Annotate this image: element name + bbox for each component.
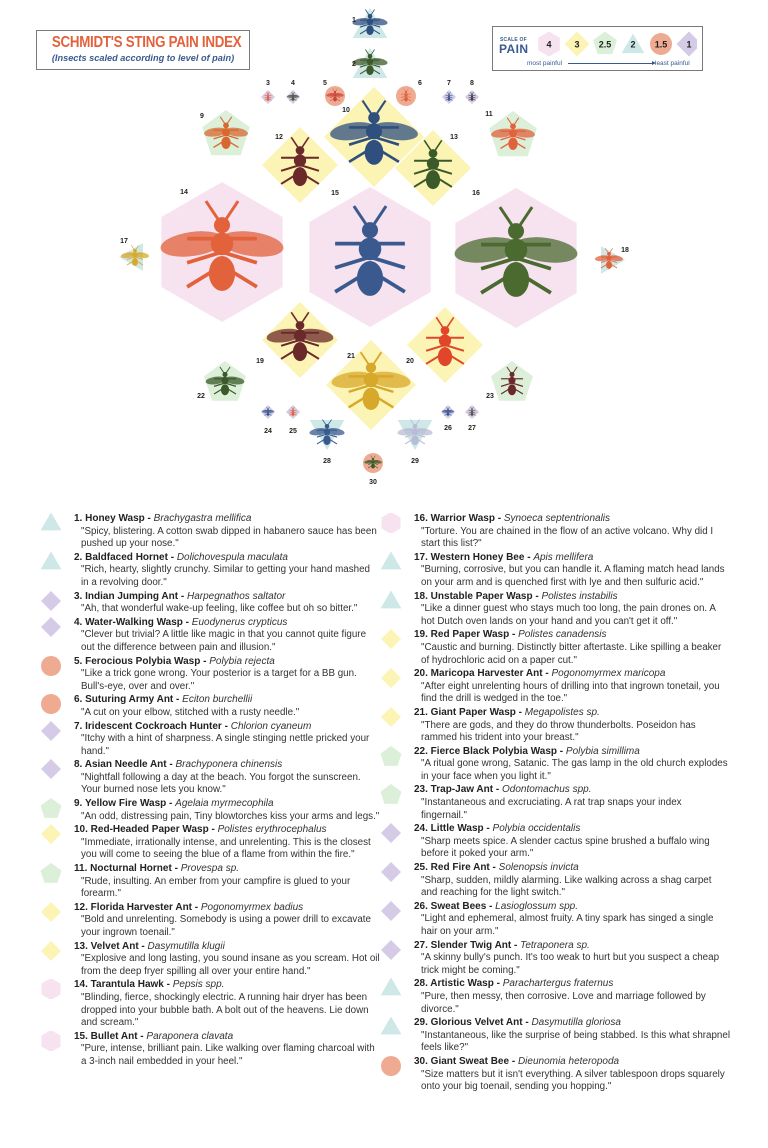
common-name: 6. Suturing Army Ant - [74, 694, 183, 706]
scientific-name: Dasymutilla gloriosa [531, 1017, 621, 1029]
insect-name [414, 707, 730, 720]
insect-number-label: 13 [450, 134, 458, 141]
insect-node-15 [309, 187, 430, 327]
insect-number-label: 16 [472, 190, 480, 197]
legend-item [40, 979, 380, 1029]
scientific-name: Dieunomia heteropoda [517, 1055, 620, 1067]
pain-level-diamond-icon [40, 941, 62, 961]
insect-number-label: 20 [406, 358, 414, 365]
insect-number-label: 19 [256, 358, 264, 365]
pain-description: "A cut on your elbow, stitched with a rusty needle." [81, 706, 300, 718]
insect-name [414, 629, 730, 642]
legend-right-column [380, 513, 730, 1095]
insect-number-label: 15 [331, 190, 339, 197]
legend-item [380, 823, 730, 861]
common-name: 26. Sweat Bees - [414, 900, 496, 912]
scientific-name: Brachyponera chinensis [175, 759, 283, 771]
insect-number-label: 28 [323, 458, 331, 465]
pain-description: "Burning, corrosive, but you can handle it. A flaming match head lands on your arm and is quenched first with lye and then sulfuric acid." [421, 564, 725, 588]
pain-level-diamond-icon [380, 629, 402, 649]
pain-level-diamond-small-icon [380, 901, 402, 921]
pain-description: "Torture. You are chained in the flow of an active volcano. Why did I start this list?" [421, 525, 714, 550]
insect-number-label: 4 [291, 80, 295, 87]
svg-text:1: 1 [686, 39, 692, 50]
pain-description: "Blinding, fierce, shockingly electric. A running hair dryer has been dropped into your bubble bath. A bolt out of the heavens. Lie down and scream." [81, 991, 369, 1029]
pain-description: "Explosive and long lasting, you sound insane as you scream. Hot oil from the deep fryer spilling all over your entire hand." [81, 953, 380, 977]
pain-level-diamond-icon [40, 824, 62, 844]
pain-description: "Bold and unrelenting. Somebody is using a power drill to excavate your ingrown toenail." [81, 914, 371, 938]
insect-name [74, 1031, 380, 1044]
insect-number-label: 12 [275, 134, 283, 141]
insect-node-6 [396, 80, 422, 106]
legend-item [40, 759, 380, 797]
legend-item [380, 629, 730, 667]
svg-text:2: 2 [630, 39, 636, 50]
common-name: 28. Artistic Wasp - [414, 978, 503, 990]
pain-level-diamond-icon [40, 902, 62, 922]
scientific-name: Apis mellifera [533, 551, 594, 563]
insect-number-label: 14 [180, 189, 188, 196]
insect-name [74, 759, 380, 772]
insect-name [74, 941, 380, 954]
insect-number-label: 11 [485, 111, 493, 118]
insect-name [74, 591, 380, 604]
pain-description: "Caustic and burning. Distinctly bitter aftertaste. Like spilling a beaker of hydrochloric acid on a paper cut." [421, 641, 722, 666]
insect-node-17 [119, 238, 149, 271]
insect-name [414, 940, 730, 953]
common-name: 9. Yellow Fire Wasp - [74, 798, 176, 810]
legend-item [380, 668, 730, 706]
insect-node-24 [261, 405, 275, 435]
scientific-name: Pogonomyrmex maricopa [551, 668, 666, 680]
insect-node-30 [363, 453, 383, 486]
insect-number-label: 1 [352, 17, 356, 24]
scientific-name: Tetraponera sp. [520, 939, 590, 951]
scientific-name: Paraponera clavata [146, 1030, 234, 1042]
insect-node-8 [465, 80, 479, 104]
common-name: 5. Ferocious Polybia Wasp - [74, 655, 210, 667]
insect-node-27 [465, 405, 479, 432]
pain-description: "Instantaneous and excruciating. A rat trap snaps your index fingernail." [421, 797, 682, 821]
common-name: 27. Slender Twig Ant - [414, 939, 521, 951]
legend-item [40, 656, 380, 694]
insect-number-label: 5 [323, 80, 327, 87]
pain-level-triangle-icon [380, 591, 402, 611]
pain-description: "Nightfall following a day at the beach. You forgot the sunscreen. Your burned nose lets you know." [81, 771, 361, 796]
insect-node-3 [261, 80, 275, 104]
pain-description: "Ah, that wonderful wake-up feeling, like coffee but oh so bitter." [81, 603, 358, 615]
pain-level-diamond-small-icon [380, 940, 402, 960]
legend-item [380, 978, 730, 1016]
insect-node-25 [286, 405, 300, 435]
insect-number-label: 8 [470, 80, 474, 87]
pain-description: "A skinny bully's punch. It's too weak to hurt but you suspect a cheap trick might be coming." [421, 952, 720, 976]
pain-level-diamond-icon [380, 707, 402, 727]
scientific-name: Agelaia myrmecophila [175, 798, 274, 810]
insect-name [414, 1056, 730, 1069]
scientific-name: Megapolistes sp. [524, 706, 600, 718]
svg-text:4: 4 [546, 39, 552, 50]
pain-level-circle-icon [40, 694, 62, 714]
scientific-name: Polistes canadensis [518, 629, 607, 641]
insect-number-label: 21 [347, 353, 355, 360]
insect-name [74, 979, 380, 992]
common-name: 19. Red Paper Wasp - [414, 629, 519, 641]
pain-level-hexagon-icon [40, 1031, 62, 1051]
common-name: 1. Honey Wasp - [74, 513, 154, 524]
common-name: 24. Little Wasp - [414, 823, 493, 835]
pain-level-pentagon-icon [380, 784, 402, 804]
insect-number-label: 24 [264, 428, 272, 435]
pain-description: "Like a dinner guest who stays much too long, the pain drones on. A hot Dutch oven lands on your hand and you can't get it off." [421, 603, 716, 627]
insect-name [414, 1017, 730, 1030]
legend-item [40, 617, 380, 655]
scientific-name: Synoeca septentrionalis [503, 513, 611, 524]
svg-text:2.5: 2.5 [598, 39, 612, 50]
insect-node-20 [406, 307, 483, 383]
scientific-name: Lasioglossum spp. [495, 900, 578, 912]
legend-item [380, 940, 730, 978]
scientific-name: Brachygastra mellifica [153, 513, 252, 524]
insect-node-19 [256, 302, 338, 378]
insect-name [74, 824, 380, 837]
common-name: 20. Maricopa Harvester Ant - [414, 668, 552, 680]
insect-name [74, 617, 380, 630]
insect-number-label: 29 [411, 458, 419, 465]
scientific-name: Provespa sp. [180, 863, 240, 875]
svg-text:1.5: 1.5 [654, 39, 668, 50]
pain-description: "Spicy, blistering. A cotton swab dipped in habanero sauce has been pushed up your nose." [81, 525, 377, 550]
pain-level-diamond-icon [380, 668, 402, 688]
insect-number-label: 23 [486, 393, 494, 400]
insect-number-label: 25 [289, 428, 297, 435]
pain-level-diamond-small-icon [40, 591, 62, 611]
pain-description: "Sharp, sudden, mildly alarming. Like walking across a shag carpet and reaching for the light switch." [421, 874, 712, 899]
insect-number-label: 26 [444, 425, 452, 432]
legend-item [380, 1056, 730, 1094]
insect-name [414, 978, 730, 991]
insect-name [414, 668, 730, 681]
pain-description: "Pure, then messy, then corrosive. Love and marriage followed by divorce." [421, 990, 706, 1015]
pain-level-triangle-icon [380, 1017, 402, 1037]
pain-level-triangle-icon [380, 552, 402, 572]
insect-name [414, 746, 730, 759]
scientific-name: Polybia simillima [565, 745, 640, 757]
insect-number-label: 10 [342, 107, 350, 114]
pain-description: "After eight unrelenting hours of drilling into that ingrown tonetail, you find the drill is wedged in the toe." [421, 680, 720, 705]
insect-node-9 [200, 110, 250, 155]
pain-description: "Sharp meets spice. A slender cactus spine brushed a buffalo wing before it poked your arm." [421, 835, 710, 860]
legend-item [380, 707, 730, 745]
pain-description: "There are gods, and they do throw thunderbolts. Poseidon has rammed his trident into your breast." [421, 719, 696, 744]
insect-name [414, 901, 730, 914]
insect-node-16 [453, 188, 579, 328]
scientific-name: Eciton burchellii [182, 694, 253, 706]
scientific-name: Dasymutilla klugii [147, 940, 225, 952]
scientific-name: Dolichovespula maculata [176, 551, 288, 563]
scientific-name: Parachartergus fraternus [502, 978, 614, 990]
pain-description: "A ritual gone wrong, Satanic. The gas lamp in the old church explodes in your face when you light it." [421, 758, 728, 782]
insect-node-18 [595, 246, 629, 274]
pain-description: "An odd, distressing pain, Tiny blowtorches kiss your arms and legs." [81, 810, 380, 822]
legend-item [40, 694, 380, 719]
scientific-name: Odontomachus spp. [501, 784, 592, 796]
legend-item [380, 746, 730, 784]
legend-item [40, 552, 380, 590]
legend-item [40, 721, 380, 759]
common-name: 3. Indian Jumping Ant - [74, 590, 187, 602]
pain-level-triangle-icon [40, 552, 62, 572]
insect-node-28 [309, 419, 345, 465]
legend-left-column [40, 513, 380, 1070]
pain-level-hexagon-icon [380, 513, 402, 533]
insect-node-4 [286, 80, 300, 104]
pain-level-triangle-icon [380, 978, 402, 998]
common-name: 7. Iridescent Cockroach Hunter - [74, 720, 231, 732]
insect-number-label: 2 [352, 61, 356, 68]
scale-label-small: SCALE OF [500, 37, 527, 43]
scientific-name: Polybia rejecta [209, 655, 275, 667]
insect-node-14 [159, 182, 285, 322]
insect-name [414, 513, 730, 526]
scientific-name: Pogonomyrmex badius [200, 901, 304, 913]
insect-number-label: 7 [447, 80, 451, 87]
pain-level-pentagon-icon [40, 798, 62, 818]
legend-item [40, 591, 380, 616]
insect-node-1 [352, 8, 388, 38]
legend-item [380, 784, 730, 822]
insect-node-11 [485, 111, 537, 156]
insect-node-23 [486, 361, 533, 401]
insect-node-21 [326, 340, 416, 430]
insect-name [74, 513, 380, 526]
legend-item [380, 1017, 730, 1055]
legend-item [40, 824, 380, 862]
pain-description: "Rude, insulting. An ember from your campfire is glued to your forearm." [81, 875, 351, 900]
pain-level-diamond-small-icon [380, 823, 402, 843]
insect-name [414, 591, 730, 604]
insect-name [414, 784, 730, 797]
scientific-name: Solenopsis invicta [498, 862, 579, 874]
insect-name [74, 798, 380, 811]
scientific-name: Polybia occidentalis [492, 823, 581, 835]
pain-level-diamond-small-icon [380, 862, 402, 882]
insect-number-label: 27 [468, 425, 476, 432]
legend-item [380, 552, 730, 590]
pain-description: "Instantaneous, like the surprise of being stabbed. Is this what shrapnel feels like?" [421, 1029, 730, 1054]
insect-node-7 [442, 80, 456, 104]
insect-name [414, 862, 730, 875]
pain-description: "Immediate, irrationally intense, and unrelenting. This is the closest you will come to seeing the blue of a flame from within the fire." [81, 836, 371, 861]
pain-level-triangle-icon [40, 513, 62, 533]
insect-node-22 [197, 361, 246, 401]
insect-name [414, 823, 730, 836]
insect-name [74, 656, 380, 669]
insect-name [414, 552, 730, 565]
insect-name [74, 694, 380, 707]
legend-item [40, 1031, 380, 1069]
legend-item [40, 863, 380, 901]
most-painful-label: most painful [527, 60, 563, 67]
common-name: 10. Red-Headed Paper Wasp - [74, 824, 218, 836]
insect-number-label: 22 [197, 393, 205, 400]
pain-description: "Rich, hearty, slightly crunchy. Similar to getting your hand mashed in a revolving door." [81, 564, 370, 588]
legend-item [380, 591, 730, 629]
pain-description: "Like a trick gone wrong. Your posterior is a target for a BB gun. Bull's-eye, over and over." [81, 668, 357, 692]
common-name: 21. Giant Paper Wasp - [414, 706, 525, 718]
common-name: 15. Bullet Ant - [74, 1030, 147, 1042]
insect-number-label: 3 [266, 80, 270, 87]
pain-level-circle-icon [380, 1056, 402, 1076]
scientific-name: Polistes erythrocephalus [217, 824, 327, 836]
common-name: 22. Fierce Black Polybia Wasp - [414, 745, 566, 757]
pain-level-diamond-small-icon [40, 759, 62, 779]
svg-text:3: 3 [574, 39, 580, 50]
insect-number-label: 30 [369, 479, 377, 486]
common-name: 11. Nocturnal Hornet - [74, 863, 181, 875]
pain-level-pentagon-icon [40, 863, 62, 883]
scale-label-big: PAIN [499, 42, 529, 56]
insect-node-26 [441, 405, 455, 432]
legend-item [40, 902, 380, 940]
common-name: 4. Water-Walking Wasp - [74, 616, 192, 628]
common-name: 12. Florida Harvester Ant - [74, 901, 201, 913]
common-name: 29. Glorious Velvet Ant - [414, 1017, 532, 1029]
page-title: SCHMIDT'S STING PAIN INDEX [51, 34, 242, 51]
pain-level-diamond-small-icon [40, 617, 62, 637]
insect-name [74, 552, 380, 565]
legend-item [380, 862, 730, 900]
common-name: 8. Asian Needle Ant - [74, 759, 176, 771]
least-painful-label: least painful [655, 60, 690, 67]
insect-node-2 [352, 48, 388, 78]
scientific-name: Polistes instabilis [541, 590, 618, 602]
page-subtitle: (Insects scaled according to level of pain) [51, 53, 235, 63]
common-name: 2. Baldfaced Hornet - [74, 551, 177, 563]
legend-item [40, 513, 380, 551]
legend-item [380, 901, 730, 939]
pain-level-circle-icon [40, 656, 62, 676]
insect-node-5 [323, 80, 345, 106]
pain-description: "Light and ephemeral, almost fruity. A tiny spark has singed a single hair on your arm." [421, 913, 714, 937]
insect-number-label: 17 [120, 238, 128, 245]
common-name: 23. Trap-Jaw Ant - [414, 784, 502, 796]
pain-description: "Clever but trivial? A little like magic in that you cannot quite figure out the difference between pain and illusion." [81, 629, 367, 653]
insect-name [74, 863, 380, 876]
insect-number-label: 6 [418, 80, 422, 87]
pain-description: "Itchy with a hint of sharpness. A single stinging nettle pricked your hand." [81, 733, 370, 757]
scientific-name: Euodynerus crypticus [191, 616, 288, 628]
pain-level-diamond-small-icon [40, 721, 62, 741]
pain-description: "Size matters but it isn't everything. A silver tablespoon drops squarely onto your big toenail, sending you hopping." [421, 1068, 725, 1093]
insect-number-label: 18 [621, 247, 629, 254]
common-name: 13. Velvet Ant - [74, 940, 148, 952]
legend-item [380, 513, 730, 551]
insect-name [74, 902, 380, 915]
common-name: 25. Red Fire Ant - [414, 862, 499, 874]
scientific-name: Harpegnathos saltator [186, 590, 286, 602]
insect-diagram [0, 0, 768, 500]
scientific-name: Pepsis spp. [172, 979, 225, 991]
legend-item [40, 941, 380, 979]
insect-number-label: 9 [200, 113, 204, 120]
insect-name [74, 721, 380, 734]
pain-description: "Pure, intense, brilliant pain. Like walking over flaming charcoal with a 3-inch nail embedded in your heel." [81, 1043, 375, 1067]
insect-node-29 [397, 419, 433, 465]
pain-level-hexagon-icon [40, 979, 62, 999]
scientific-name: Chlorion cyaneum [230, 720, 312, 732]
common-name: 17. Western Honey Bee - [414, 551, 534, 563]
common-name: 16. Warrior Wasp - [414, 513, 504, 524]
common-name: 14. Tarantula Hawk - [74, 979, 173, 991]
pain-level-pentagon-icon [380, 746, 402, 766]
common-name: 30. Giant Sweat Bee - [414, 1055, 518, 1067]
legend-item [40, 798, 380, 823]
common-name: 18. Unstable Paper Wasp - [414, 590, 542, 602]
